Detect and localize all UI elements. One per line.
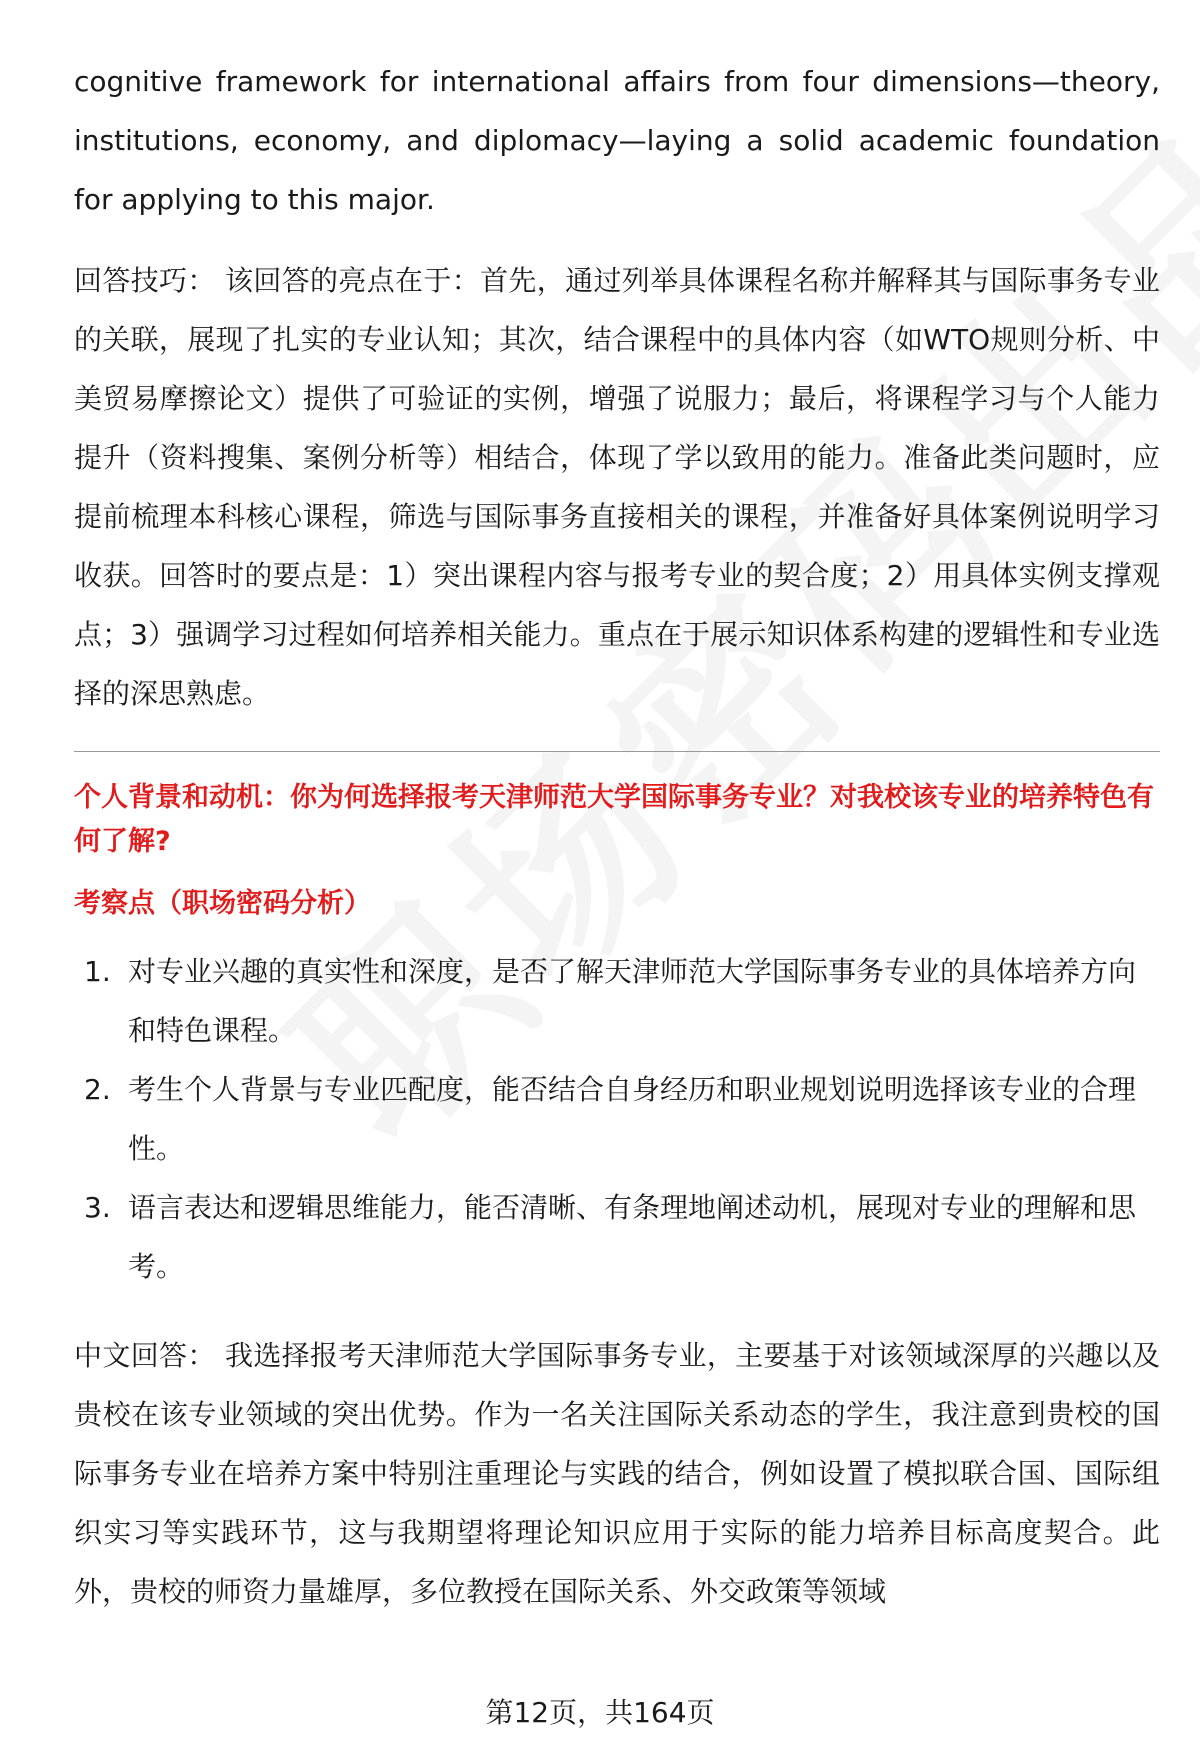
list-item-number: 2. <box>84 1073 111 1106</box>
assessment-title: 考察点（职场密码分析） <box>74 888 371 919</box>
answer-paragraph: 中文回答： 我选择报考天津师范大学国际事务专业，主要基于对该领域深厚的兴趣以及贵校在该专业领域的突出优势。作为一名关注国际关系动态的学生，我注意到贵校的国际事务专业在培养方案中特别注重理论与实践的结合，例如设置了模拟联合国、国际组织实习等实践环节，这与我期望将理论知识应用于实际的能力培养目标高度契合。此外，贵校的师资力量雄厚，多位教授在国际关系、外交政策等领域 <box>74 1339 1160 1608</box>
list-item-number: 1. <box>84 955 111 988</box>
assessment-list <box>74 942 1160 1296</box>
list-item <box>74 942 1160 1060</box>
question-heading: 个人背景和动机：你为何选择报考天津师范大学国际事务专业？对我校该专业的培养特色有何了解? <box>74 782 1154 857</box>
list-item-text: 语言表达和逻辑思维能力，能否清晰、有条理地阐述动机，展现对专业的理解和思考。 <box>128 1191 1137 1283</box>
intro-paragraph: cognitive framework for international affairs from four dimensions—theory, institutions, economy, and diplomacy—laying a solid academic foundation for applying to this major. <box>74 65 1160 216</box>
list-item-number: 3. <box>84 1191 111 1224</box>
list-item <box>74 1178 1160 1296</box>
list-item <box>74 1060 1160 1178</box>
page-number: 第12页，共164页 <box>485 1696 715 1729</box>
list-item-text: 对专业兴趣的真实性和深度，是否了解天津师范大学国际事务专业的具体培养方向和特色课程。 <box>128 955 1137 1047</box>
page-content <box>74 52 1160 1621</box>
section-divider <box>74 751 1160 752</box>
tips-paragraph: 回答技巧： 该回答的亮点在于：首先，通过列举具体课程名称并解释其与国际事务专业的关联，展现了扎实的专业认知；其次，结合课程中的具体内容（如WTO规则分析、中美贸易摩擦论文）提供了可验证的实例，增强了说服力；最后，将课程学习与个人能力提升（资料搜集、案例分析等）相结合，体现了学以致用的能力。准备此类问题时，应提前梳理本科核心课程，筛选与国际事务直接相关的课程，并准备好具体案例说明学习收获。回答时的要点是：1）突出课程内容与报考专业的契合度；2）用具体实例支撑观点；3）强调学习过程如何培养相关能力。重点在于展示知识体系构建的逻辑性和专业选择的深思熟虑。 <box>74 264 1160 710</box>
list-item-text: 考生个人背景与专业匹配度，能否结合自身经历和职业规划说明选择该专业的合理性。 <box>128 1073 1137 1165</box>
